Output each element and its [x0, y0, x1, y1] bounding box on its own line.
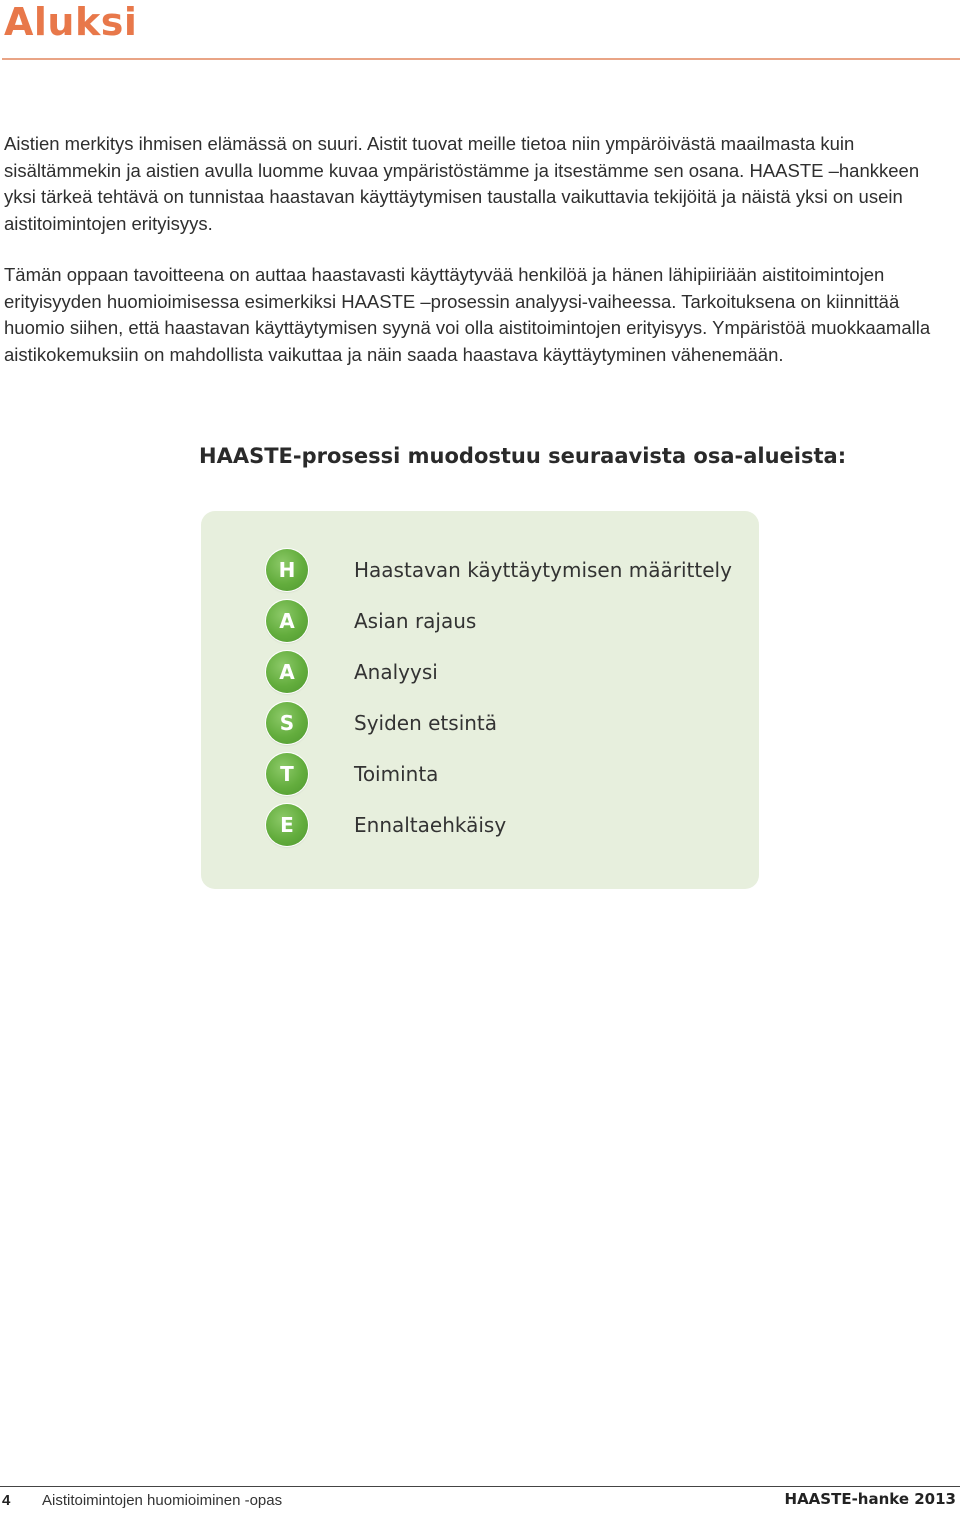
footer-doc-title: Aistitoimintojen huomioiminen -opas: [42, 1492, 283, 1509]
step-letter-badge: S: [266, 702, 308, 744]
process-step-a2: [266, 650, 438, 694]
step-label: Syiden etsintä: [354, 711, 498, 735]
page-number: 4: [2, 1492, 11, 1509]
step-label: Asian rajaus: [354, 609, 477, 633]
process-heading: HAASTE-prosessi muodostuu seuraavista osa-alueista:: [199, 444, 847, 468]
step-letter-badge: E: [266, 804, 308, 846]
step-letter-badge: H: [266, 549, 308, 591]
purpose-paragraph: Tämän oppaan tavoitteena on auttaa haastavasti käyttäytyvää henkilöä ja hänen lähipiiriään aistitoimintojen erityisyyden huomioimisessa esimerkiksi HAASTE –prosessin analyysi-vaiheessa. Tarkoituksena on kiinnittää huomio siihen, että haastavan käyttäytymisen syynä voi olla aistitoimintojen erityisyys. Ympäristöä muokkaamalla aistikokemuksiin on mahdollista vaikuttaa ja näin saada haastava käyttäytyminen vähenemään.: [4, 264, 931, 365]
step-letter-badge: T: [266, 753, 308, 795]
step-letter-badge: A: [266, 600, 308, 642]
process-step-s: [266, 701, 498, 745]
step-label: Ennaltaehkäisy: [354, 813, 507, 837]
step-letter-badge: A: [266, 651, 308, 693]
page-title: Aluksi: [4, 0, 138, 44]
step-label: Haastavan käyttäytymisen määrittely: [354, 558, 732, 582]
process-step-t: [266, 752, 439, 796]
step-label: Analyysi: [354, 660, 438, 684]
footer-divider: [0, 1486, 960, 1487]
title-divider: [2, 58, 960, 60]
footer-project-label: HAASTE-hanke 2013: [784, 1490, 956, 1508]
step-label: Toiminta: [354, 762, 439, 786]
intro-paragraph: Aistien merkitys ihmisen elämässä on suuri. Aistit tuovat meille tietoa niin ympäröivästä maailmasta kuin sisältämmekin ja aistien avulla luomme kuvaa ympäristöstämme ja itsestämme sen osana. HAASTE –hankkeen yksi tärkeä tehtävä on tunnistaa haastavan käyttäytymisen taustalla vaikuttavia tekijöitä ja näistä yksi on usein aistitoimintojen erityisyys.: [4, 133, 920, 234]
process-step-e: [266, 803, 507, 847]
process-step-a1: [266, 599, 477, 643]
process-step-h: [266, 548, 732, 592]
